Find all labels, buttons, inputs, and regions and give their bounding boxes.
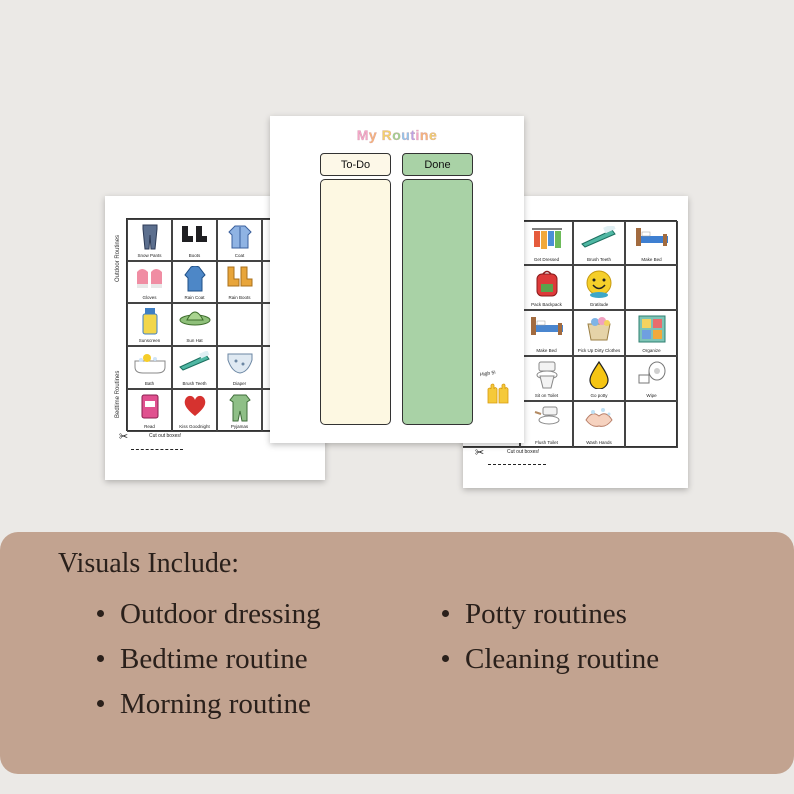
card-pick-up-dirty-clothes: Pick Up Dirty Clothes	[573, 310, 625, 356]
card-wash-hands: Wash Hands	[573, 401, 625, 448]
bullet-item: Bedtime routine	[97, 643, 308, 676]
info-title: Visuals Include:	[58, 548, 240, 579]
snow-pants-icon	[139, 224, 161, 250]
visuals-info-panel	[0, 532, 794, 774]
bullet-item: Potty routines	[442, 598, 627, 631]
card-get-dressed: Get Dressed	[520, 221, 573, 265]
boots-icon	[180, 224, 210, 244]
card-go-potty: Go potty	[573, 356, 625, 401]
done-column[interactable]	[402, 179, 473, 425]
toothbrush-icon	[580, 226, 618, 248]
coat-icon	[227, 224, 253, 250]
pyjamas-icon	[229, 394, 251, 422]
shelf-icon	[637, 315, 667, 343]
cut-out-text-right: Cut out boxes!	[507, 449, 540, 455]
card-read: Read	[127, 389, 172, 432]
card-right-blank-0	[625, 265, 678, 310]
toilet-icon	[535, 361, 559, 389]
card-sunscreen: Sunscreen	[127, 303, 172, 346]
card-rain-boots: Rain Boots	[217, 261, 262, 303]
card-flush-toilet: Flush Toilet	[520, 401, 573, 448]
bedtime-routines-label: Bedtime Routines	[115, 370, 121, 418]
cut-out-row-left	[119, 432, 128, 443]
high-five-text: High 5!	[479, 369, 497, 379]
rain-boots-icon	[225, 266, 255, 288]
card-gratitude: Gratitude	[573, 265, 625, 310]
card-snow-pants: Snow Pants	[127, 219, 172, 261]
clothes-rack-icon	[530, 226, 564, 252]
bed-icon	[634, 226, 670, 248]
bullet-dot-icon	[97, 700, 104, 707]
card-make-bed-top: Make Bed	[625, 221, 678, 265]
high-five-hands-icon	[484, 381, 512, 407]
bullet-dot-icon	[97, 610, 104, 617]
card-pack-backpack: Pack Backpack	[520, 265, 573, 310]
cut-out-row-right	[475, 448, 484, 459]
diaper-icon	[226, 351, 254, 375]
bullet-dot-icon	[442, 610, 449, 617]
card-gloves: Gloves	[127, 261, 172, 303]
card-right-blank-1	[625, 401, 678, 448]
card-diaper: Diaper	[217, 346, 262, 389]
sun-hat-icon	[179, 308, 211, 330]
heart-icon	[182, 394, 208, 418]
rain-coat-icon	[182, 266, 208, 292]
done-column-header: Done	[402, 153, 473, 176]
bullet-dot-icon	[442, 655, 449, 662]
card-boots: Boots	[172, 219, 217, 261]
card-wipe: Wipe	[625, 356, 678, 401]
cut-out-text-left: Cut out boxes!	[149, 433, 182, 439]
bullet-dot-icon	[97, 655, 104, 662]
card-sun-hat: Sun Hat	[172, 303, 217, 346]
bath-icon	[133, 351, 167, 375]
card-bath: Bath	[127, 346, 172, 389]
todo-column[interactable]	[320, 179, 391, 425]
card-brush-teeth-right: Brush Teeth	[573, 221, 625, 265]
toothbrush-icon	[178, 351, 212, 371]
bed-icon	[529, 315, 565, 337]
card-kiss-goodnight: Kiss Goodnight	[172, 389, 217, 432]
card-brush-teeth-left: Brush Teeth	[172, 346, 217, 389]
outdoor-routines-label: Outdoor Routines	[115, 234, 121, 282]
gloves-icon	[135, 266, 165, 290]
card-coat: Coat	[217, 219, 262, 261]
drop-icon	[588, 361, 610, 389]
book-icon	[140, 394, 160, 420]
board-title: My Routine	[356, 127, 438, 143]
bullet-item: Morning routine	[97, 688, 311, 721]
card-make-bed: Make Bed	[520, 310, 573, 356]
cut-line-right	[488, 464, 546, 465]
cut-line-left	[131, 449, 183, 450]
scissors-icon: ✂	[119, 431, 129, 443]
flush-icon	[533, 406, 561, 432]
smiley-heart-icon	[584, 270, 614, 298]
backpack-icon	[534, 270, 560, 298]
scissors-icon: ✂	[475, 447, 485, 459]
todo-column-header: To-Do	[320, 153, 391, 176]
sunscreen-icon	[142, 308, 158, 336]
bullet-item: Cleaning routine	[442, 643, 659, 676]
card-sit-on-toilet: Sit on Toilet	[520, 356, 573, 401]
laundry-basket-icon	[585, 315, 613, 341]
card-organize: Organize	[625, 310, 678, 356]
card-pyjamas: Pyjamas	[217, 389, 262, 432]
washing-hands-icon	[583, 406, 615, 430]
my-routine-board	[270, 116, 524, 443]
toilet-paper-icon	[637, 361, 667, 385]
card-rain-coat: Rain Coat	[172, 261, 217, 303]
bullet-item: Outdoor dressing	[97, 598, 321, 631]
card-left-blank-2	[217, 303, 262, 346]
